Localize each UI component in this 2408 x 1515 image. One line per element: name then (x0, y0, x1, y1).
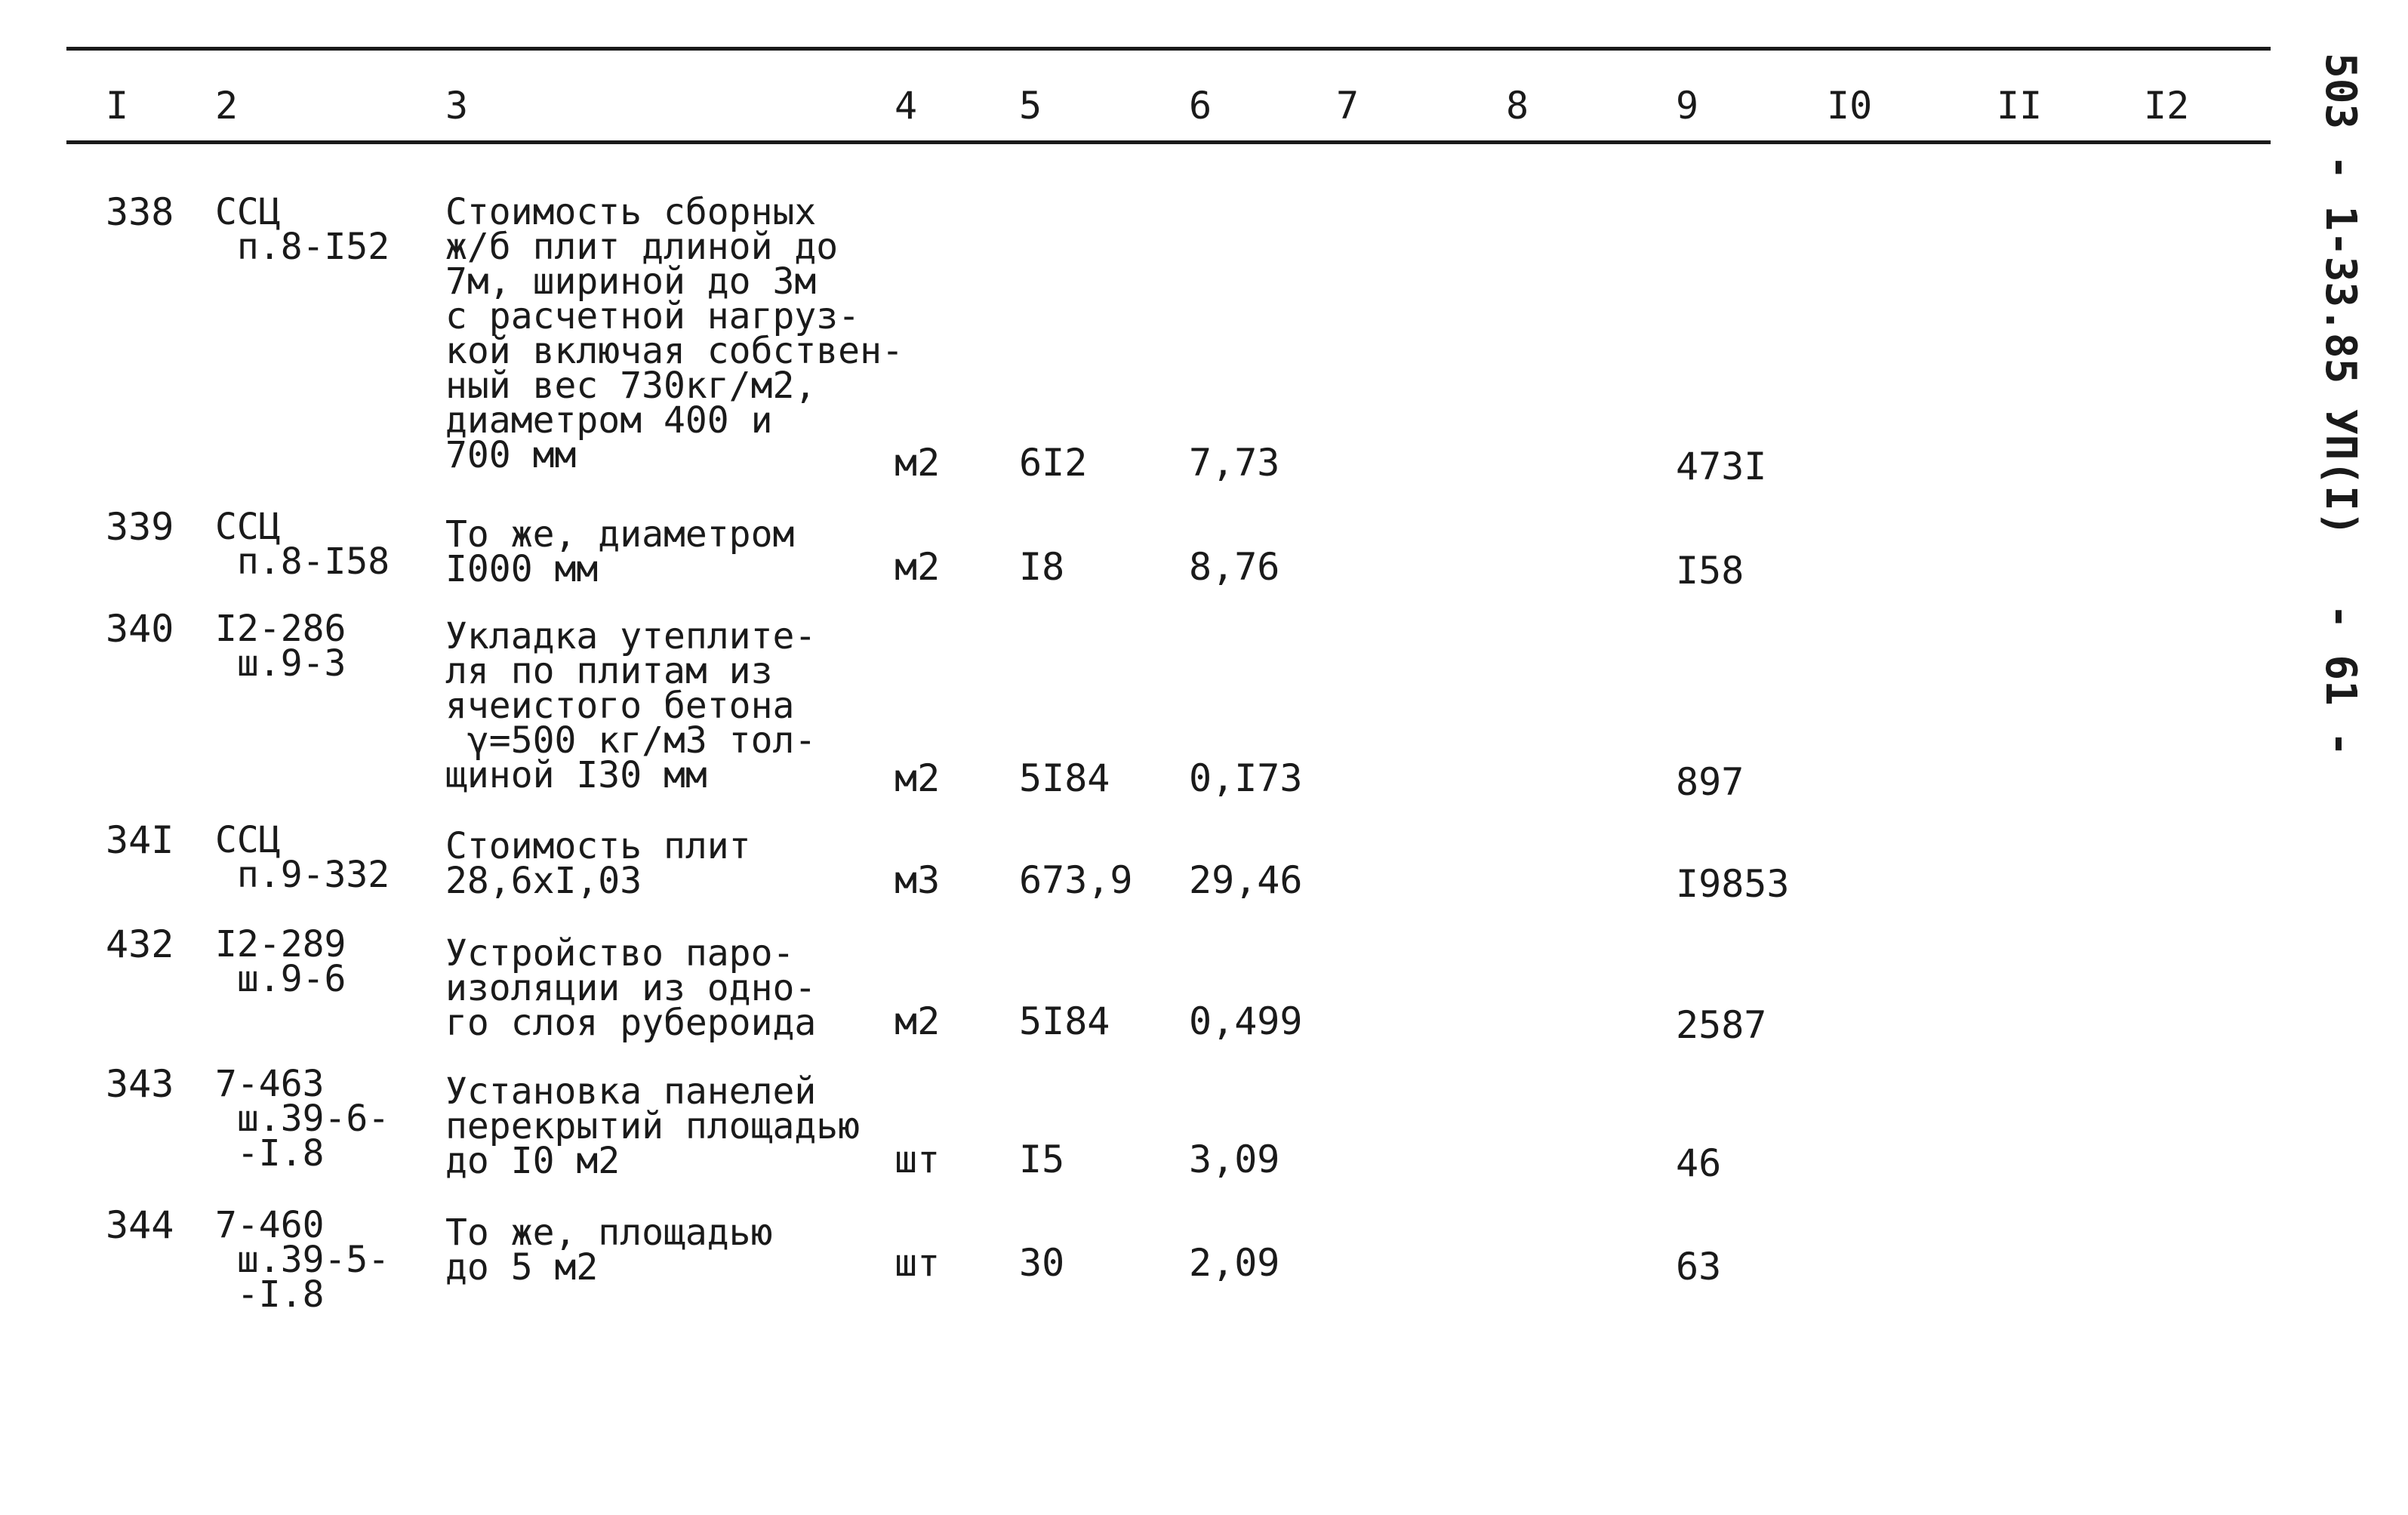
row-description: Стоимость сборных ж/б плит длиной до 7м, шириной до 3м с расчетной нагруз- кой включая собствен- ный вес 730кг/м2, диаметром 400 и 700 мм (445, 191, 904, 476)
row-code: I2-289 ш.9-6 (215, 923, 346, 1000)
row-description: То же, диаметром I000 мм (445, 513, 795, 590)
row-number: 338 (106, 190, 174, 234)
row-unit: м3 (895, 858, 941, 902)
col-header-10: I0 (1827, 84, 1873, 128)
row-quantity: I8 (1019, 545, 1065, 589)
top-rule (66, 47, 2271, 51)
row-total: I58 (1676, 549, 1744, 593)
col-header-4: 4 (895, 84, 918, 128)
row-total: I9853 (1676, 862, 1790, 906)
row-quantity: 30 (1019, 1241, 1065, 1285)
row-unit-price: 0,499 (1189, 999, 1303, 1043)
document-code: 503 - 1-33.85 УП(I) (2316, 53, 2365, 537)
row-unit-price: 29,46 (1189, 858, 1303, 902)
row-description: Стоимость плит 28,6хI,03 (445, 825, 751, 902)
col-header-3: 3 (445, 84, 469, 128)
row-code: ССЦ п.8-I52 (215, 191, 390, 268)
row-code: ССЦ п.8-I58 (215, 506, 390, 583)
row-total: 473I (1676, 445, 1767, 488)
row-number: 344 (106, 1203, 174, 1247)
row-description: Укладка утеплите- ля по плитам из ячеистого бетона γ=500 кг/м3 тол- щиной I30 мм (445, 615, 817, 796)
col-header-1: I (106, 84, 129, 128)
row-quantity: 6I2 (1019, 441, 1088, 485)
row-number: 34I (106, 818, 174, 862)
row-unit: шт (895, 1241, 941, 1285)
col-header-7: 7 (1336, 84, 1360, 128)
page-number: - 61 - (2316, 604, 2365, 757)
col-header-12: I2 (2144, 84, 2190, 128)
row-number: 432 (106, 922, 174, 966)
row-code: 7-463 ш.39-6- -I.8 (215, 1063, 390, 1175)
row-number: 343 (106, 1062, 174, 1106)
row-total: 2587 (1676, 1003, 1767, 1047)
row-quantity: 5I84 (1019, 999, 1110, 1043)
row-unit-price: 0,I73 (1189, 756, 1303, 800)
row-unit: м2 (895, 999, 941, 1043)
row-number: 340 (106, 607, 174, 651)
row-number: 339 (106, 505, 174, 549)
row-unit: м2 (895, 545, 941, 589)
row-unit-price: 2,09 (1189, 1241, 1280, 1285)
row-unit: м2 (895, 756, 941, 800)
row-unit-price: 3,09 (1189, 1138, 1280, 1181)
row-code: I2-286 ш.9-3 (215, 608, 346, 685)
row-total: 897 (1676, 760, 1744, 804)
col-header-9: 9 (1676, 84, 1699, 128)
row-total: 46 (1676, 1141, 1722, 1185)
col-header-8: 8 (1506, 84, 1529, 128)
row-unit-price: 7,73 (1189, 441, 1280, 485)
header-rule (66, 140, 2271, 144)
row-unit: шт (895, 1138, 941, 1181)
row-unit: м2 (895, 441, 941, 485)
col-header-11: II (1997, 84, 2043, 128)
col-header-5: 5 (1019, 84, 1042, 128)
row-code: 7-460 ш.39-5- -I.8 (215, 1204, 390, 1316)
row-description: Устройство паро- изоляции из одно- го слоя рубероида (445, 932, 817, 1044)
row-quantity: 5I84 (1019, 756, 1110, 800)
col-header-2: 2 (215, 84, 239, 128)
row-total: 63 (1676, 1245, 1722, 1289)
row-code: ССЦ п.9-332 (215, 819, 390, 896)
row-quantity: 673,9 (1019, 858, 1133, 902)
row-description: То же, площадью до 5 м2 (445, 1212, 773, 1289)
row-unit-price: 8,76 (1189, 545, 1280, 589)
col-header-6: 6 (1189, 84, 1212, 128)
row-quantity: I5 (1019, 1138, 1065, 1181)
row-description: Установка панелей перекрытий площадью до I0 м2 (445, 1070, 861, 1182)
